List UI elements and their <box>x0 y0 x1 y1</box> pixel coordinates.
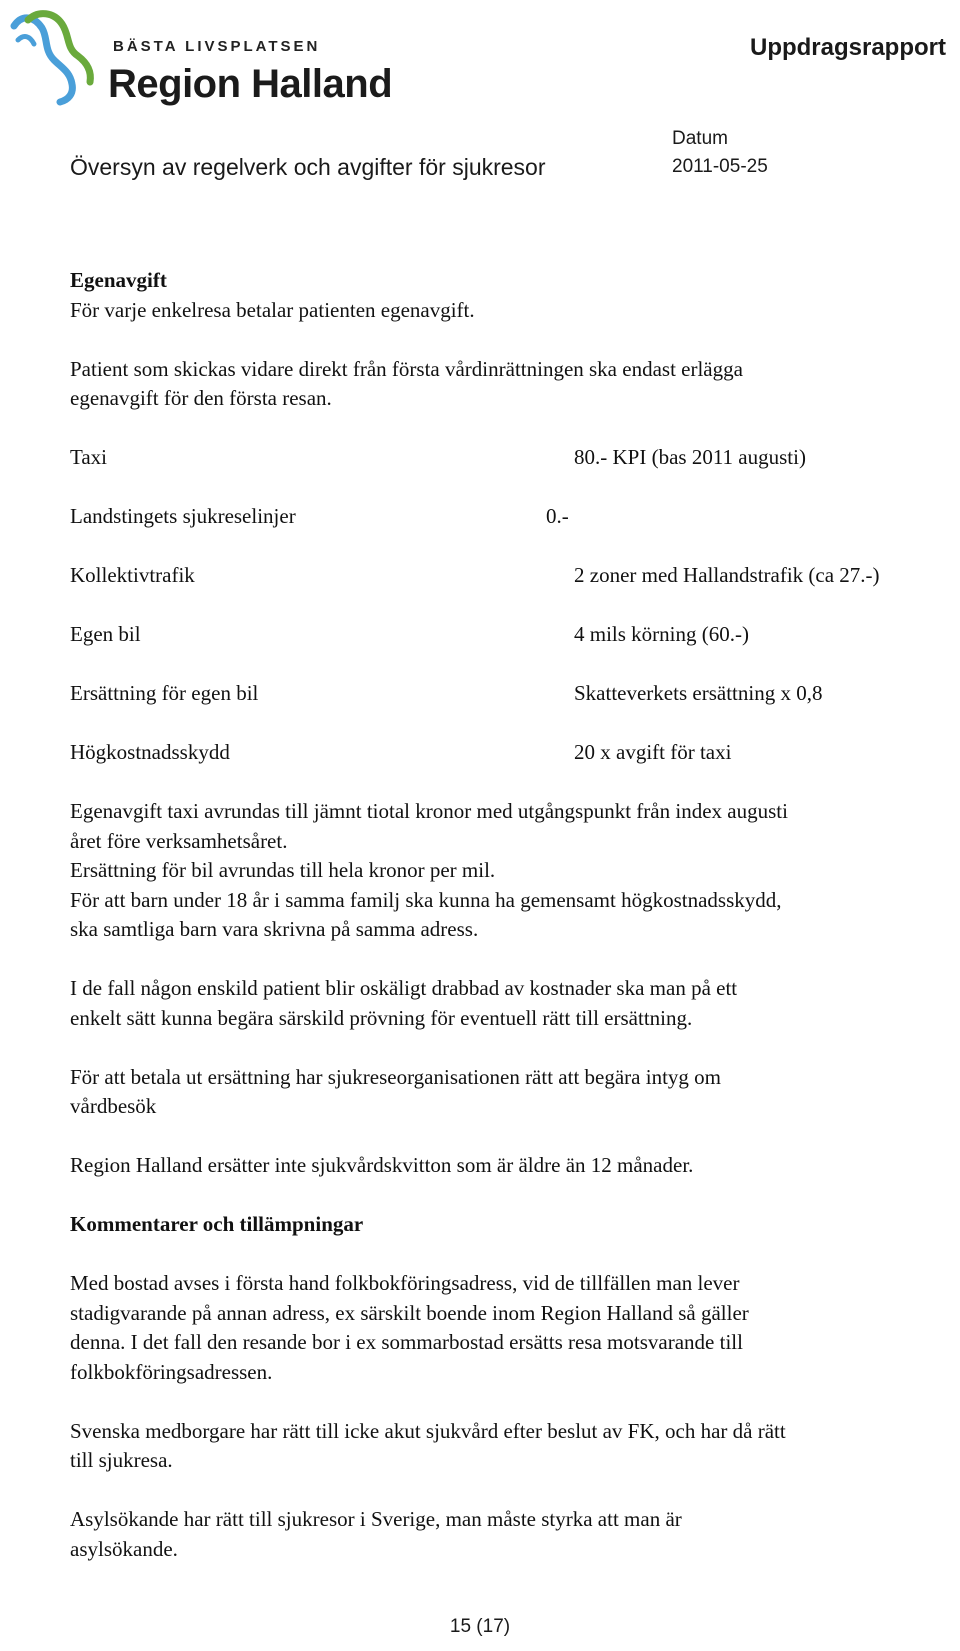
paragraph-line: Egenavgift taxi avrundas till jämnt tiotal kronor med utgångspunkt från index augusti <box>70 799 788 823</box>
page-number: 15 (17) <box>449 1616 511 1637</box>
fee-row-sjukreselinjer <box>70 502 950 532</box>
fee-value: 2 zoner med Hallandstrafik (ca 27.-) <box>574 563 880 587</box>
paragraph-line: asylsökande. <box>70 1536 178 1561</box>
paragraph-line: året före verksamhetsåret. <box>70 828 288 853</box>
fee-label: Landstingets sjukreselinjer <box>70 504 296 528</box>
paragraph-line: Med bostad avses i första hand folkbokföringsadress, vid de tillfällen man lever <box>70 1271 740 1295</box>
region-halland-logo <box>8 6 428 106</box>
paragraph-line: denna. I det fall den resande bor i ex sommarbostad ersätts resa motsvarande till <box>70 1330 743 1354</box>
fee-value: Skatteverkets ersättning x 0,8 <box>574 681 823 705</box>
fee-value: 20 x avgift för taxi <box>574 740 732 764</box>
paragraph-line: För att betala ut ersättning har sjukreseorganisationen rätt att begära intyg om <box>70 1064 721 1089</box>
paragraph-line: Patient som skickas vidare direkt från första vårdinrättningen ska endast erlägga <box>70 356 743 381</box>
document-title: Översyn av regelverk och avgifter för sjukresor <box>70 154 546 180</box>
fee-label: Taxi <box>70 445 108 469</box>
fee-row-egen-bil <box>70 620 950 650</box>
logo-name: Region Halland <box>108 62 393 106</box>
paragraph-line: För att barn under 18 år i samma familj ska kunna ha gemensamt högkostnadsskydd, <box>70 887 782 912</box>
paragraph-line: folkbokföringsadressen. <box>70 1359 273 1384</box>
fee-row-ersattning-egen-bil <box>70 679 950 709</box>
date-value: 2011-05-25 <box>672 156 768 177</box>
fee-label: Egen bil <box>70 622 141 646</box>
paragraph-line: till sjukresa. <box>70 1448 173 1472</box>
fee-label: Kollektivtrafik <box>70 563 195 587</box>
paragraph-line: vårdbesök <box>70 1094 157 1118</box>
paragraph: För varje enkelresa betalar patienten egenavgift. <box>70 297 475 322</box>
document-type: Uppdragsrapport <box>749 34 946 61</box>
coastline-logo-icon <box>8 6 104 106</box>
paragraph-line: enkelt sätt kunna begära särskild prövning för eventuell rätt till ersättning. <box>70 1005 693 1030</box>
fee-label: Ersättning för egen bil <box>70 681 259 705</box>
paragraph-line: Svenska medborgare har rätt till icke akut sjukvård efter beslut av FK, och har då rätt <box>70 1418 786 1443</box>
section-heading-kommentarer: Kommentarer och tillämpningar <box>70 1212 364 1236</box>
paragraph: Region Halland ersätter inte sjukvårdskvitton som är äldre än 12 månader. <box>70 1153 694 1177</box>
paragraph-line: Asylsökande har rätt till sjukresor i Sverige, man måste styrka att man är <box>70 1507 682 1531</box>
paragraph-line: stadigvarande på annan adress, ex särskilt boende inom Region Halland så gäller <box>70 1300 749 1325</box>
fee-row-hogkostnadsskydd <box>70 738 950 768</box>
fee-value: 4 mils körning (60.-) <box>574 622 749 646</box>
fee-row-kollektivtrafik <box>70 561 950 591</box>
section-heading-egenavgift: Egenavgift <box>70 268 167 292</box>
document-body <box>70 266 950 1564</box>
fee-value: 80.- KPI (bas 2011 augusti) <box>574 445 806 469</box>
paragraph-line: egenavgift för den första resan. <box>70 386 332 410</box>
paragraph-line: Ersättning för bil avrundas till hela kronor per mil. <box>70 858 496 882</box>
fee-value: 0.- <box>546 504 569 528</box>
fee-label: Högkostnadsskydd <box>70 740 230 764</box>
fee-row-taxi <box>70 443 950 473</box>
logo-tagline: BÄSTA LIVSPLATSEN <box>113 38 321 55</box>
date-label: Datum <box>672 128 728 149</box>
paragraph-line: I de fall någon enskild patient blir oskäligt drabbad av kostnader ska man på ett <box>70 976 738 1000</box>
paragraph-line: ska samtliga barn vara skrivna på samma adress. <box>70 917 479 941</box>
